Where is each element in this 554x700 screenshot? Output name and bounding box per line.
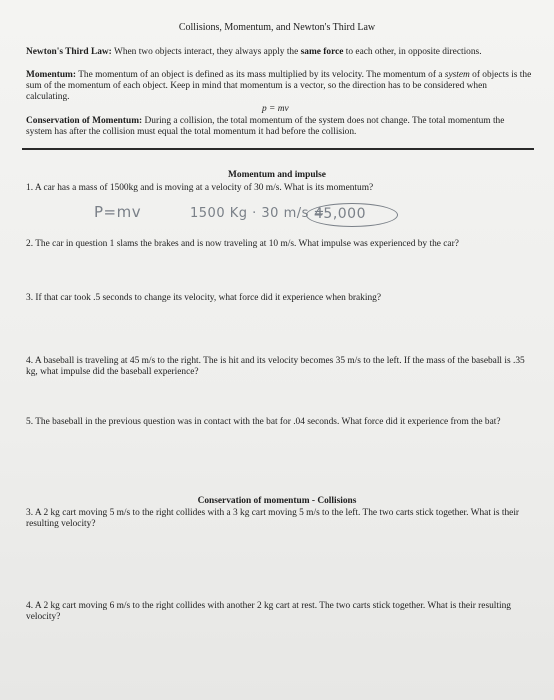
conservation-line-1 <box>26 116 536 127</box>
momentum-line-2: sum of the momentum of each object. Keep in mind that momentum is a vector, so the direction has to be considered when <box>26 81 487 91</box>
section-heading-conservation: Conservation of momentum - Collisions <box>197 496 357 506</box>
question-6-line-1: 3. A 2 kg cart moving 5 m/s to the right collides with a 3 kg cart moving 5 m/s to the left. The two carts stick together. What is their <box>26 508 520 518</box>
conservation-text-1: During a collision, the total momentum of the system does not change. The total momentum the <box>144 116 505 126</box>
handwritten-calculation: 1500 Kg · 30 m/s = <box>190 206 325 221</box>
newtons-third-law-label: Newton's Third Law: <box>26 47 112 57</box>
question-3: 3. If that car took .5 seconds to change its velocity, what force did it experience when braking? <box>26 293 381 303</box>
section-divider <box>22 148 534 150</box>
momentum-line-1 <box>26 70 536 81</box>
question-4-line-1: 4. A baseball is traveling at 45 m/s to the right. The is hit and its velocity becomes 35 m/s to the left. If the mass of the baseball is .35 <box>26 356 525 366</box>
handwritten-answer: 45,000 <box>314 206 366 222</box>
handwritten-formula: P=mv <box>94 203 142 221</box>
page-title: Collisions, Momentum, and Newton's Third Law <box>178 22 376 33</box>
section-heading-momentum-impulse: Momentum and impulse <box>228 170 326 180</box>
conservation-line-2: system has after the collision must equal the total momentum it had before the collision. <box>26 127 357 137</box>
momentum-line-3: calculating. <box>26 92 70 102</box>
question-7-line-1: 4. A 2 kg cart moving 6 m/s to the right collides with another 2 kg cart at rest. The two carts stick together. What is their resulting <box>26 601 511 611</box>
momentum-label: Momentum: <box>26 70 76 80</box>
question-6-line-2: resulting velocity? <box>26 519 96 529</box>
ntl-same-force: same force <box>300 47 344 57</box>
momentum-text-1: The momentum of an object is defined as its mass multiplied by its velocity. The momentum of a <box>78 70 443 80</box>
question-2: 2. The car in question 1 slams the brakes and is now traveling at 10 m/s. What impulse was experienced by the car? <box>26 239 459 249</box>
momentum-formula: p = mv <box>262 104 289 114</box>
momentum-text-1-end: of objects is the <box>472 70 532 80</box>
question-1: 1. A car has a mass of 1500kg and is moving at a velocity of 30 m/s. What is its momentum? <box>26 183 374 193</box>
ntl-text-2: to each other, in opposite directions. <box>345 47 482 57</box>
conservation-label: Conservation of Momentum: <box>26 116 143 126</box>
newtons-third-law-text <box>26 47 482 58</box>
ntl-text-1: When two objects interact, they always apply the <box>113 47 299 57</box>
question-7-line-2: velocity? <box>26 612 61 622</box>
momentum-system-word: system <box>444 70 470 80</box>
question-4-line-2: kg, what impulse did the baseball experience? <box>26 367 199 377</box>
question-5: 5. The baseball in the previous question was in contact with the bat for .04 seconds. What force did it experience from the bat? <box>26 417 501 427</box>
